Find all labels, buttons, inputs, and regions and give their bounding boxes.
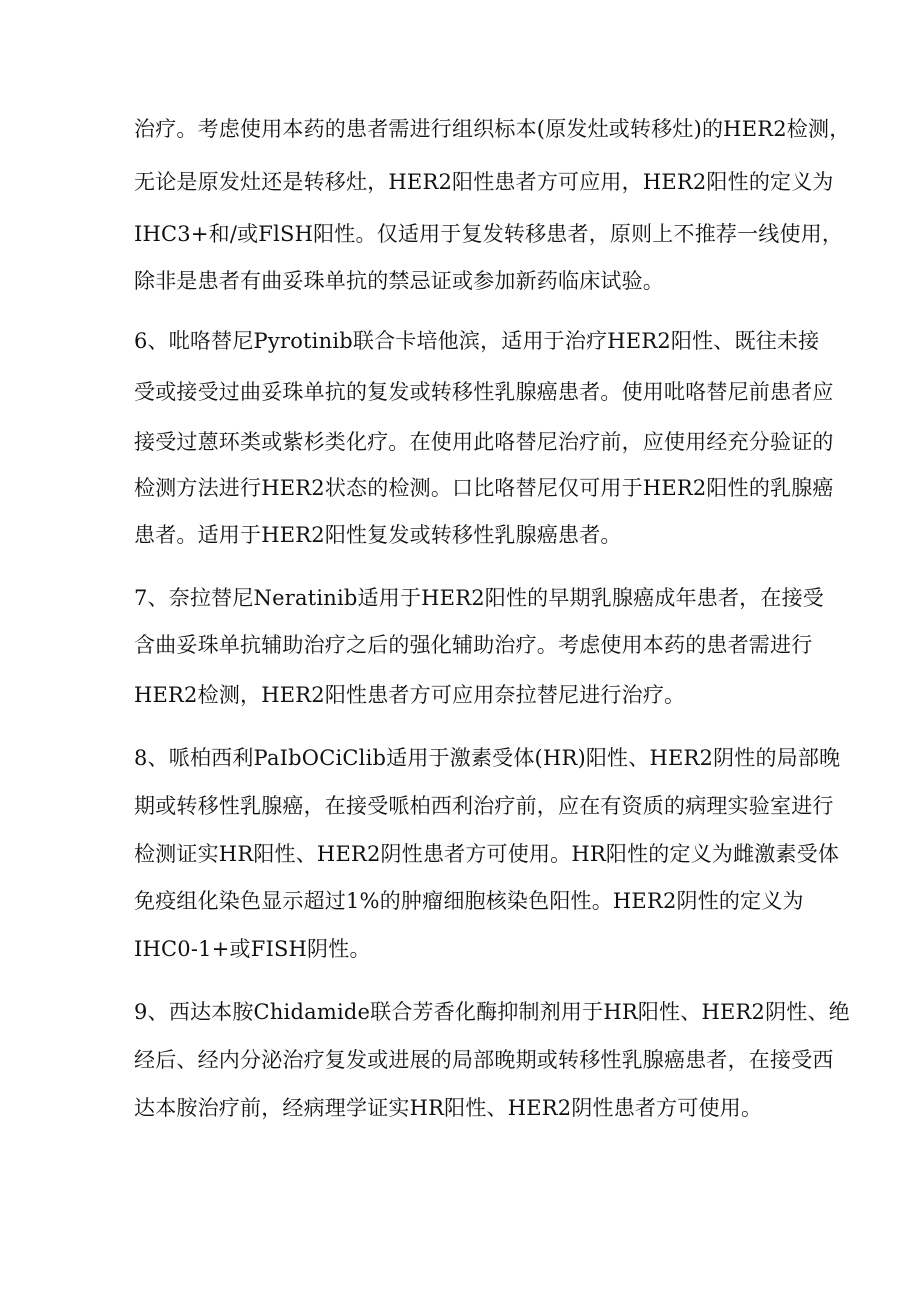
text-line: 检测方法进行HER2状态的检测。口比咯替尼仅可用于HER2阳性的乳腺癌 (134, 476, 834, 500)
text-line: HER2检测，HER2阳性患者方可应用奈拉替尼进行治疗。 (134, 683, 686, 707)
text-line: IHC3+和/或FlSH阳性。仅适用于复发转移患者，原则上不推荐一线使用， (134, 222, 844, 246)
text-line: IHC0-1+或FISH阴性。 (134, 937, 371, 961)
text-line: 无论是原发灶还是转移灶，HER2阳性患者方可应用，HER2阳性的定义为 (134, 170, 834, 194)
text-line: 接受过蒽环类或紫杉类化疗。在使用此咯替尼治疗前，应使用经充分验证的 (134, 430, 834, 454)
text-line: 9、西达本胺Chidamide联合芳香化酶抑制剂用于HR阳性、HER2阴性、绝 (134, 1000, 850, 1024)
text-line: 检测证实HR阳性、HER2阴性患者方可使用。HR阳性的定义为雌激素受体 (134, 842, 840, 866)
text-line: 6、吡咯替尼Pyrotinib联合卡培他滨，适用于治疗HER2阳性、既往未接 (134, 329, 820, 353)
text-line: 7、奈拉替尼Neratinib适用于HER2阳性的早期乳腺癌成年患者，在接受 (134, 586, 824, 610)
text-line: 经后、经内分泌治疗复发或进展的局部晚期或转移性乳腺癌患者，在接受西 (134, 1048, 834, 1072)
text-line: 达本胺治疗前，经病理学证实HR阳性、HER2阴性患者方可使用。 (134, 1096, 763, 1120)
text-line: 8、哌柏西利PaIbOCiClib适用于激素受体(HR)阳性、HER2阴性的局部晚 (134, 746, 841, 770)
text-line: 期或转移性乳腺癌，在接受哌柏西利治疗前，应在有资质的病理实验室进行 (134, 794, 834, 818)
text-line: 患者。适用于HER2阳性复发或转移性乳腺癌患者。 (134, 523, 622, 547)
text-line: 除非是患者有曲妥珠单抗的禁忌证或参加新药临床试验。 (134, 269, 664, 293)
text-line: 含曲妥珠单抗辅助治疗之后的强化辅助治疗。考虑使用本药的患者需进行 (134, 633, 813, 657)
text-line: 治疗。考虑使用本药的患者需进行组织标本(原发灶或转移灶)的HER2检测， (134, 117, 851, 141)
text-line: 免疫组化染色显示超过1%的肿瘤细胞核染色阳性。HER2阴性的定义为 (134, 889, 804, 913)
text-line: 受或接受过曲妥珠单抗的复发或转移性乳腺癌患者。使用吡咯替尼前患者应 (134, 380, 834, 404)
